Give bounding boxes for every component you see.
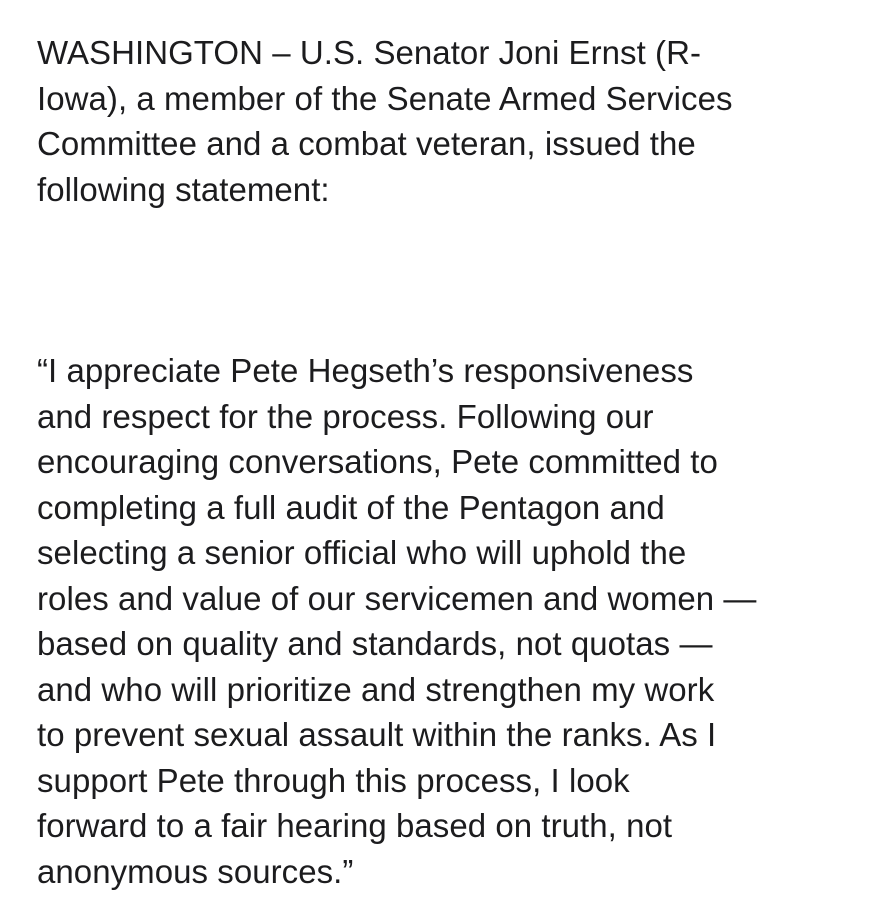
quote-paragraph: “I appreciate Pete Hegseth’s responsiveness and respect for the process. Following our encouraging conversations, Pete committed to completing a full audit of the Pentagon and selecting a senior official who will uphold the roles and value of our servicemen and women — based on quality and standards, not quotas — and who will prioritize and strengthen my work to prevent sexual assault within the ranks. As I support Pete through this process, I look forward to a fair hearing based on truth, not anonymous sources.” (37, 352, 757, 890)
intro-paragraph: WASHINGTON – U.S. Senator Joni Ernst (R- Iowa), a member of the Senate Armed Services Committee and a combat veteran, issued the following statement: (37, 34, 733, 208)
press-statement (37, 30, 852, 894)
